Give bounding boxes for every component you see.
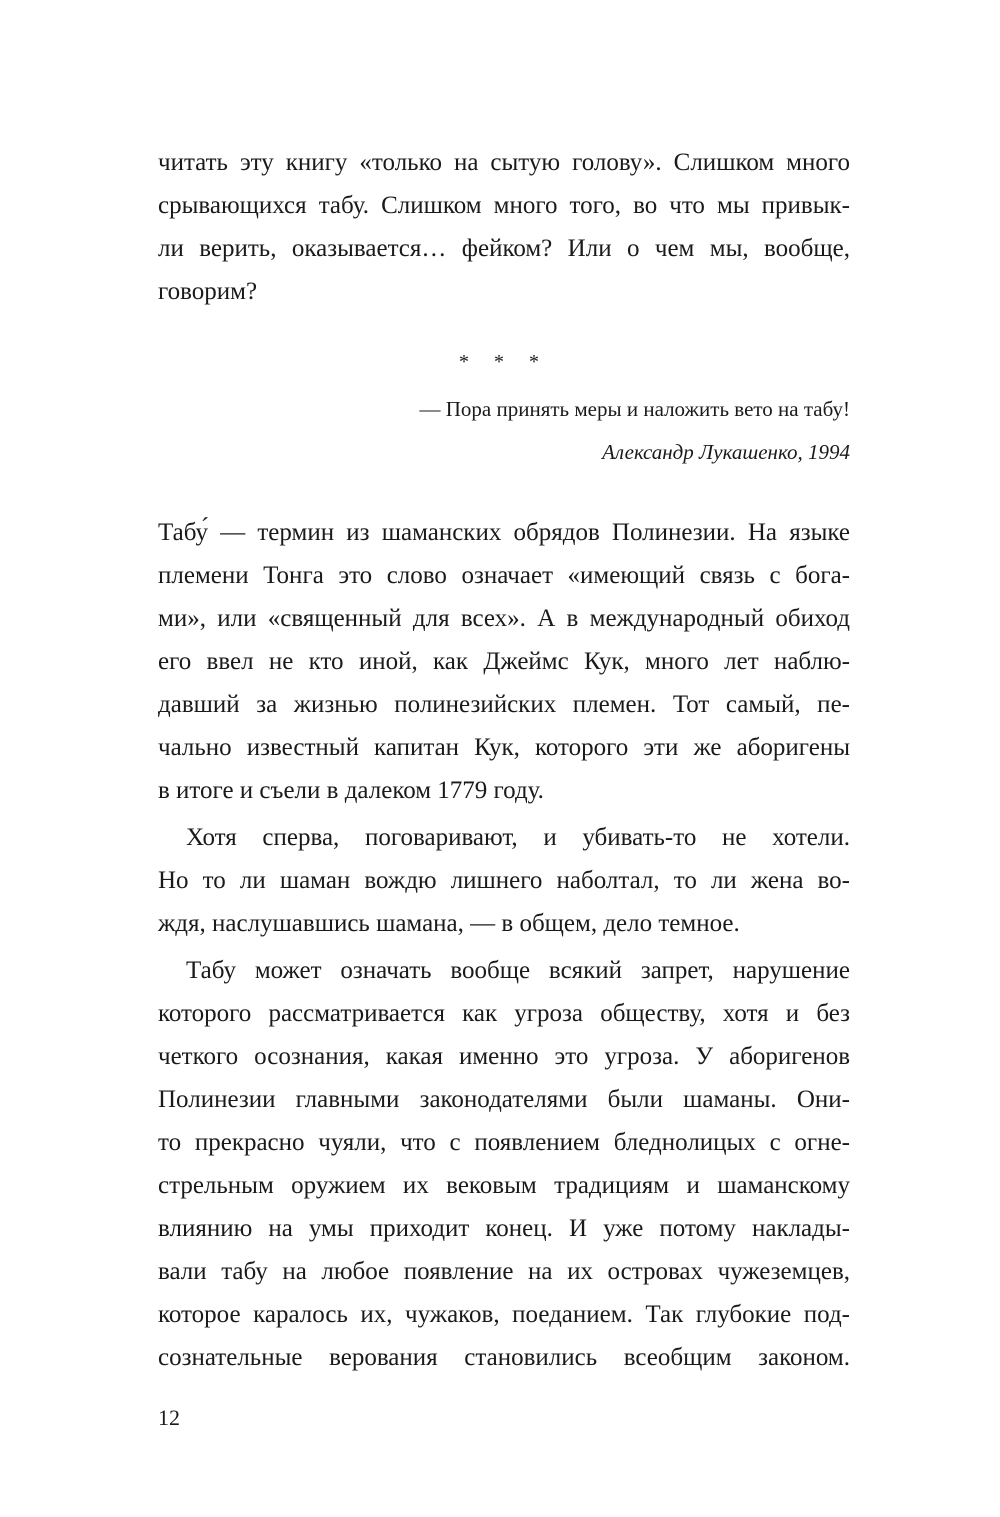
text-line: чально известный капитан Кук, которого эти же аборигены xyxy=(158,734,850,761)
epigraph-author: Александр Лукашенко, 1994 xyxy=(602,440,850,464)
text-line: давший за жизнью полинезийских племен. Тот самый, пе- xyxy=(158,691,850,718)
text-line: влиянию на умы приходит конец. И уже потому наклады- xyxy=(158,1215,850,1242)
text-line: сознательные верования становились всеобщим законом. xyxy=(158,1344,850,1371)
text-line: Полинезии главными законодателями были шаманы. Они- xyxy=(158,1086,850,1113)
text-line: Табу́ — термин из шаманских обрядов Полинезии. На языке xyxy=(158,519,850,546)
text-line: Но то ли шаман вождю лишнего наболтал, то ли жена во- xyxy=(158,867,850,894)
text-line: Табу может означать вообще всякий запрет, нарушение xyxy=(186,957,850,984)
page-number: 12 xyxy=(158,1405,180,1430)
text-line: Хотя сперва, поговаривают, и убивать-то не хотели. xyxy=(186,824,850,851)
text-line: ми», или «священный для всех». А в международный обиход xyxy=(158,605,850,632)
text-line: которого рассматривается как угроза обществу, хотя и без xyxy=(158,1000,850,1027)
book-page xyxy=(158,0,850,1517)
text-line: племени Тонга это слово означает «имеющий связь с бога- xyxy=(158,562,850,589)
text-line: стрельным оружием их вековым традициям и шаманскому xyxy=(158,1172,850,1199)
text-line: то прекрасно чуяли, что с появлением бледнолицых с огне- xyxy=(158,1129,850,1156)
text-line: ли верить, оказывается… фейком? Или о чем мы, вообще, xyxy=(158,235,850,262)
text-line: читать эту книгу «только на сытую голову». Слишком много xyxy=(158,149,850,176)
text-line: говорим? xyxy=(158,278,258,305)
section-separator: * * * xyxy=(459,351,549,373)
text-line: четкого осознания, какая именно это угроза. У аборигенов xyxy=(158,1043,850,1070)
epigraph-quote: — Пора принять меры и наложить вето на табу! xyxy=(419,397,850,421)
text-line: вали табу на любое появление на их островах чужеземцев, xyxy=(158,1258,850,1285)
text-line: которое каралось их, чужаков, поеданием. Так глубокие под- xyxy=(158,1301,850,1328)
text-line: его ввел не кто иной, как Джеймс Кук, много лет наблю- xyxy=(158,648,850,675)
text-line: ждя, наслушавшись шамана, — в общем, дело темное. xyxy=(158,910,740,937)
text-line: срывающихся табу. Слишком много того, во что мы привык- xyxy=(158,192,850,219)
text-line: в итоге и съели в далеком 1779 году. xyxy=(158,777,544,804)
